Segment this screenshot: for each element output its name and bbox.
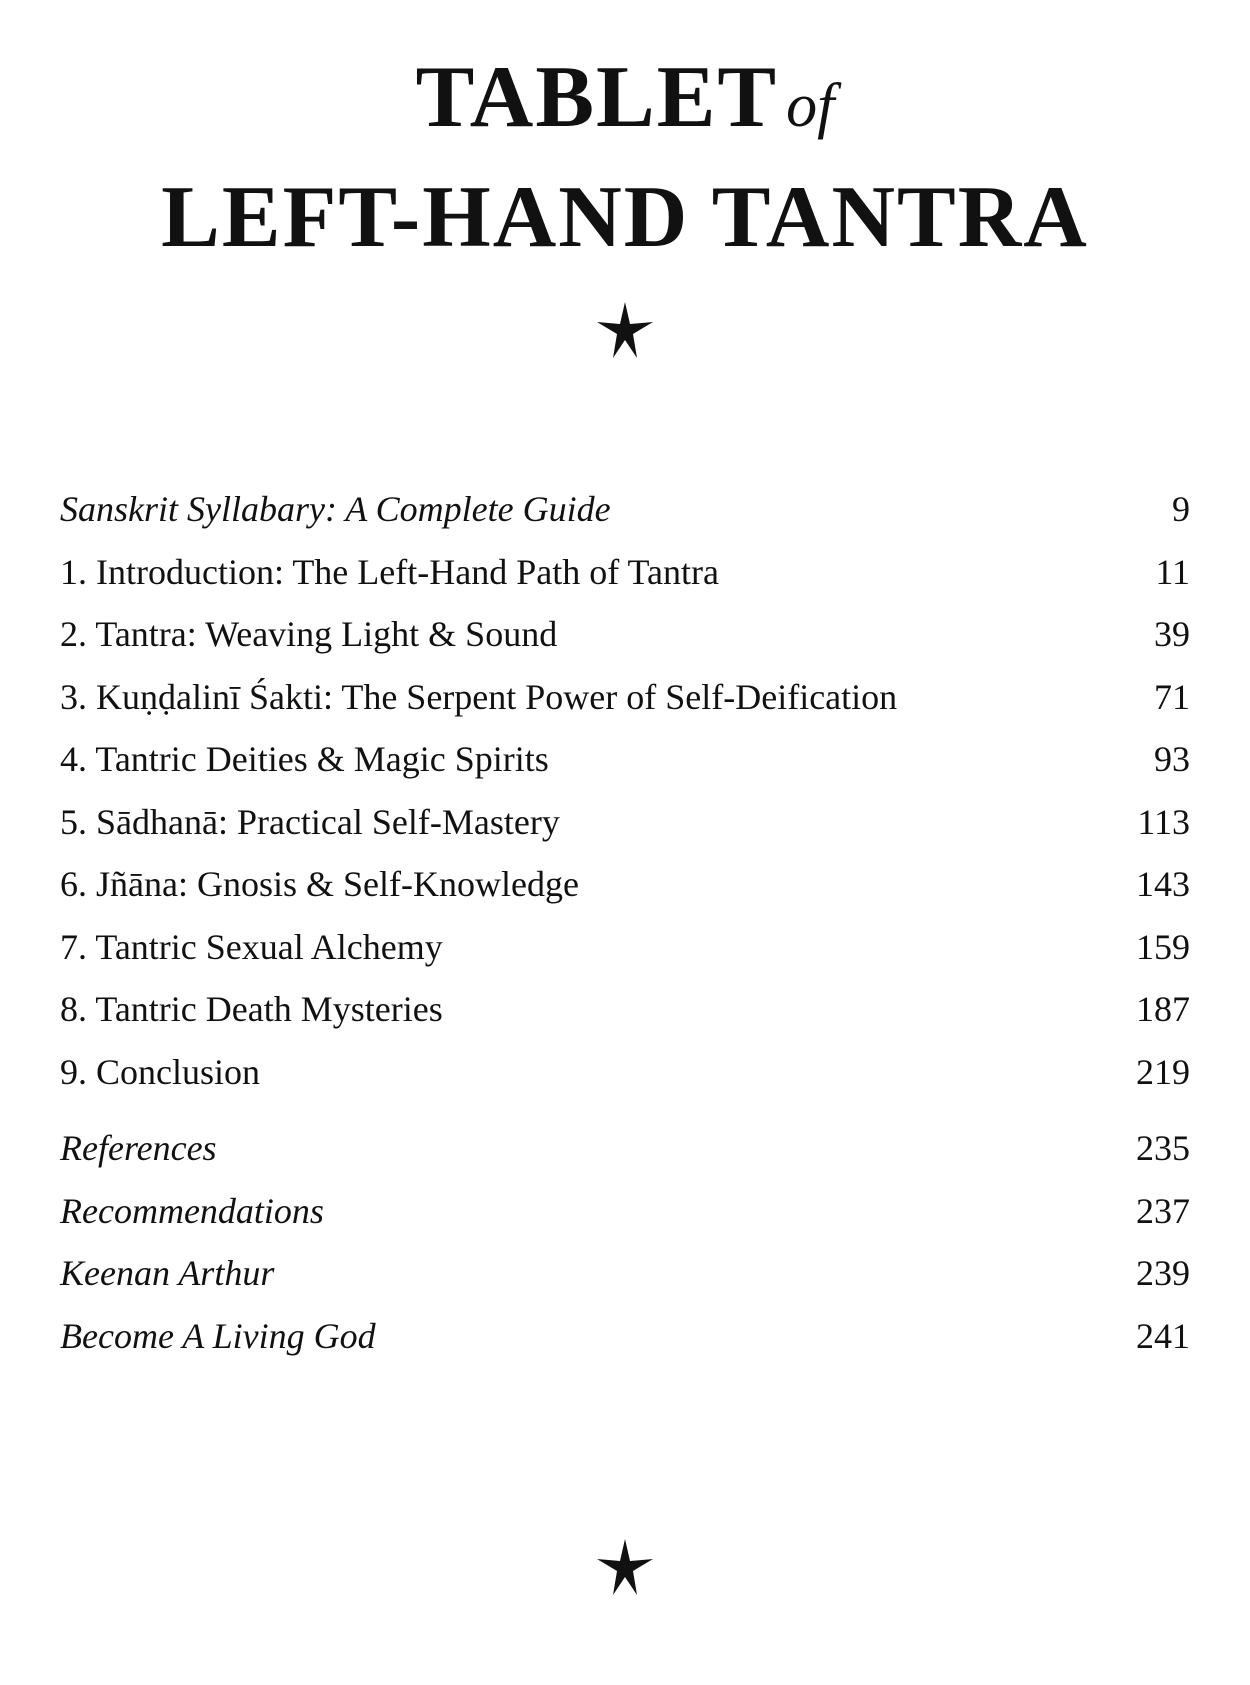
toc-item-chapter-2[interactable] — [60, 603, 1190, 666]
toc-item-chapter-6[interactable] — [60, 853, 1190, 916]
title-main: TABLET — [415, 49, 779, 146]
toc-item-title: 6. Jñāna: Gnosis & Self-Knowledge — [60, 864, 579, 904]
star-icon — [593, 1535, 657, 1599]
toc-item-title: 3. Kuṇḍalinī Śakti: The Serpent Power of Self-Deification — [60, 676, 898, 717]
title-of: of — [786, 72, 835, 140]
toc-item-page: 11 — [1155, 551, 1190, 592]
book-title-line-2: LEFT-HAND TANTRA — [161, 169, 1089, 266]
toc-item-front-matter[interactable] — [60, 478, 1190, 541]
toc-item-page: 143 — [1136, 864, 1190, 904]
toc-item-title: 8. Tantric Death Mysteries — [60, 989, 443, 1029]
toc-item-title: References — [60, 1128, 217, 1168]
toc-item-page: 9 — [1172, 489, 1190, 529]
toc-item-page: 113 — [1137, 801, 1190, 842]
toc-item-title: 9. Conclusion — [60, 1051, 261, 1092]
toc-item-title: Sanskrit Syllabary: A Complete Guide — [60, 489, 611, 529]
toc-item-title: Keenan Arthur — [60, 1253, 275, 1293]
toc-item-title: 5. Sādhanā: Practical Self-Mastery — [60, 801, 560, 842]
toc-item-page: 239 — [1136, 1253, 1190, 1293]
toc-item-page: 39 — [1154, 614, 1190, 654]
toc-item-page: 235 — [1136, 1128, 1190, 1168]
book-title-line-1 — [0, 48, 1250, 156]
toc-item-title: 7. Tantric Sexual Alchemy — [60, 926, 443, 967]
toc-item-become-a-living-god[interactable] — [60, 1305, 1190, 1368]
toc-item-page: 241 — [1136, 1315, 1190, 1356]
toc-item-recommendations[interactable] — [60, 1180, 1190, 1243]
toc-item-chapter-3[interactable] — [60, 666, 1190, 729]
toc-item-author[interactable] — [60, 1242, 1190, 1305]
toc-item-page: 159 — [1136, 926, 1190, 967]
toc-item-page: 71 — [1154, 676, 1190, 717]
toc-item-title: Recommendations — [60, 1190, 324, 1231]
toc-section-gap — [60, 1103, 1190, 1117]
toc-item-chapter-4[interactable] — [60, 728, 1190, 791]
toc-item-chapter-9[interactable] — [60, 1041, 1190, 1104]
toc-item-page: 187 — [1136, 989, 1190, 1029]
toc-item-page: 93 — [1154, 739, 1190, 779]
toc-item-chapter-7[interactable] — [60, 916, 1190, 979]
toc-item-title: 2. Tantra: Weaving Light & Sound — [60, 614, 558, 654]
toc-item-chapter-8[interactable] — [60, 978, 1190, 1041]
star-icon — [593, 298, 657, 362]
toc-item-page: 237 — [1136, 1190, 1190, 1231]
toc-item-title: Become A Living God — [60, 1315, 376, 1356]
toc-item-chapter-5[interactable] — [60, 791, 1190, 854]
toc-item-page: 219 — [1136, 1051, 1190, 1092]
toc-item-title: 4. Tantric Deities & Magic Spirits — [60, 739, 549, 779]
table-of-contents — [60, 478, 1190, 1367]
toc-item-chapter-1[interactable] — [60, 541, 1190, 604]
toc-item-title: 1. Introduction: The Left-Hand Path of Tantra — [60, 551, 719, 592]
toc-item-references[interactable] — [60, 1117, 1190, 1180]
